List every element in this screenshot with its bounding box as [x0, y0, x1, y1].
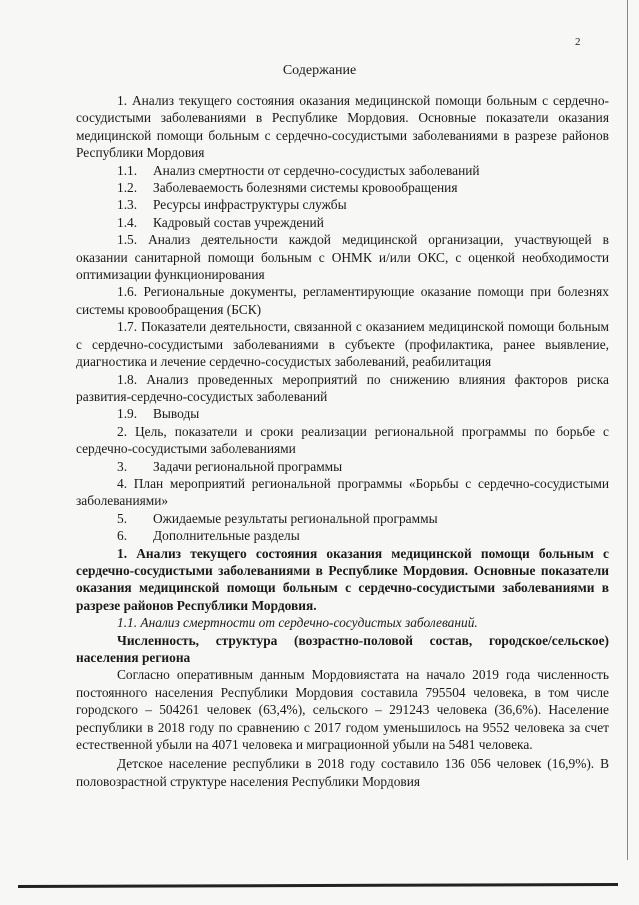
toc-entry-5: 5. Ожидаемые результаты региональной программы: [117, 510, 438, 526]
toc-entry-4: 4. План мероприятий региональной программы «Борьбы с сердечно-сосудистыми заболеваниями»: [76, 475, 609, 509]
toc-entry-1-5: 1.5. Анализ деятельности каждой медицинской организации, участвующей в оказании санитарной помощи больным с ОНМК и/или ОКС, с оценкой необходимости оптимизации функционирования: [76, 232, 609, 283]
toc-entry-1-9: 1.9. Выводы: [117, 406, 200, 422]
population-heading: Численность, структура (возрастно-половой состав, городское/сельское) населения региона: [76, 632, 609, 665]
document-body: [76, 92, 609, 790]
toc-entry-3: 3. Задачи региональной программы: [117, 458, 343, 474]
toc-entry-1-3: 1.3. Ресурсы инфраструктуры службы: [117, 197, 347, 213]
section-heading: 1. Анализ текущего состояния оказания медицинской помощи больным с сердечно-сосудистыми заболеваниями в Республике Мордовия. Основные показатели оказания медицинской помощи больным с сердечно-сосудистыми заболеваниями в разрезе районов Республики Мордовия.: [76, 545, 609, 613]
bottom-scan-line: [18, 883, 618, 888]
toc-entry-1-7: 1.7. Показатели деятельности, связанной с оказанием медицинской помощи больным с сердечно-сосудистыми заболеваниями в субъекте (профилактика, ранее выявление, диагностика и лечение сердечно-сосудистых заболеваний, реабилитация: [76, 319, 609, 370]
toc-entry-1-4: 1.4. Кадровый состав учреждений: [117, 214, 324, 230]
page-number: 2: [575, 36, 581, 48]
population-paragraph: Согласно оперативным данным Мордовиястата на начало 2019 года численность постоянного населения Республики Мордовия составила 795504 человека, в том числе городского – 504261 человек (63,4%), сельского – 291243 человека (36,6%). Население республики в 2018 году по сравнению с 2017 годом уменьшилось на 9552 человека за счет естественной убыли на 4071 человека и миграционной убыли на 5481 человека.: [76, 667, 609, 753]
page-edge-line: [627, 0, 628, 860]
toc-entry-1-8: 1.8. Анализ проведенных мероприятий по снижению влияния факторов риска развития-сердечно-сосудистых заболеваний: [76, 371, 609, 404]
subsection-heading: 1.1. Анализ смертности от сердечно-сосудистых заболеваний.: [117, 615, 478, 631]
page-title: Содержание: [282, 63, 357, 78]
toc-entry-6: 6. Дополнительные разделы: [117, 528, 300, 544]
child-population-paragraph: Детское население республики в 2018 году составило 136 056 человек (16,9%). В половозрастной структуре населения Республики Мордовия: [76, 756, 609, 789]
toc-entry-2: 2. Цель, показатели и сроки реализации региональной программы по борьбе с сердечно-сосудистыми заболеваниями: [76, 423, 609, 457]
toc-subitems: [76, 162, 609, 232]
toc-entry-1-1: 1.1. Анализ смертности от сердечно-сосудистых заболеваний: [117, 162, 480, 178]
toc-entry-1: 1. Анализ текущего состояния оказания медицинской помощи больным с сердечно-сосудистыми заболеваниями в Республике Мордовия. Основные показатели оказания медицинской помощи больным с сердечно-сосудистыми заболеваниями в разрезе районов Республики Мордовия: [76, 93, 609, 161]
toc-entry-1-6: 1.6. Региональные документы, регламентирующие оказание помощи при болезнях системы кровообращения (БСК): [76, 284, 609, 317]
toc-entry-1-2: 1.2. Заболеваемость болезнями системы кровообращения: [117, 180, 458, 196]
